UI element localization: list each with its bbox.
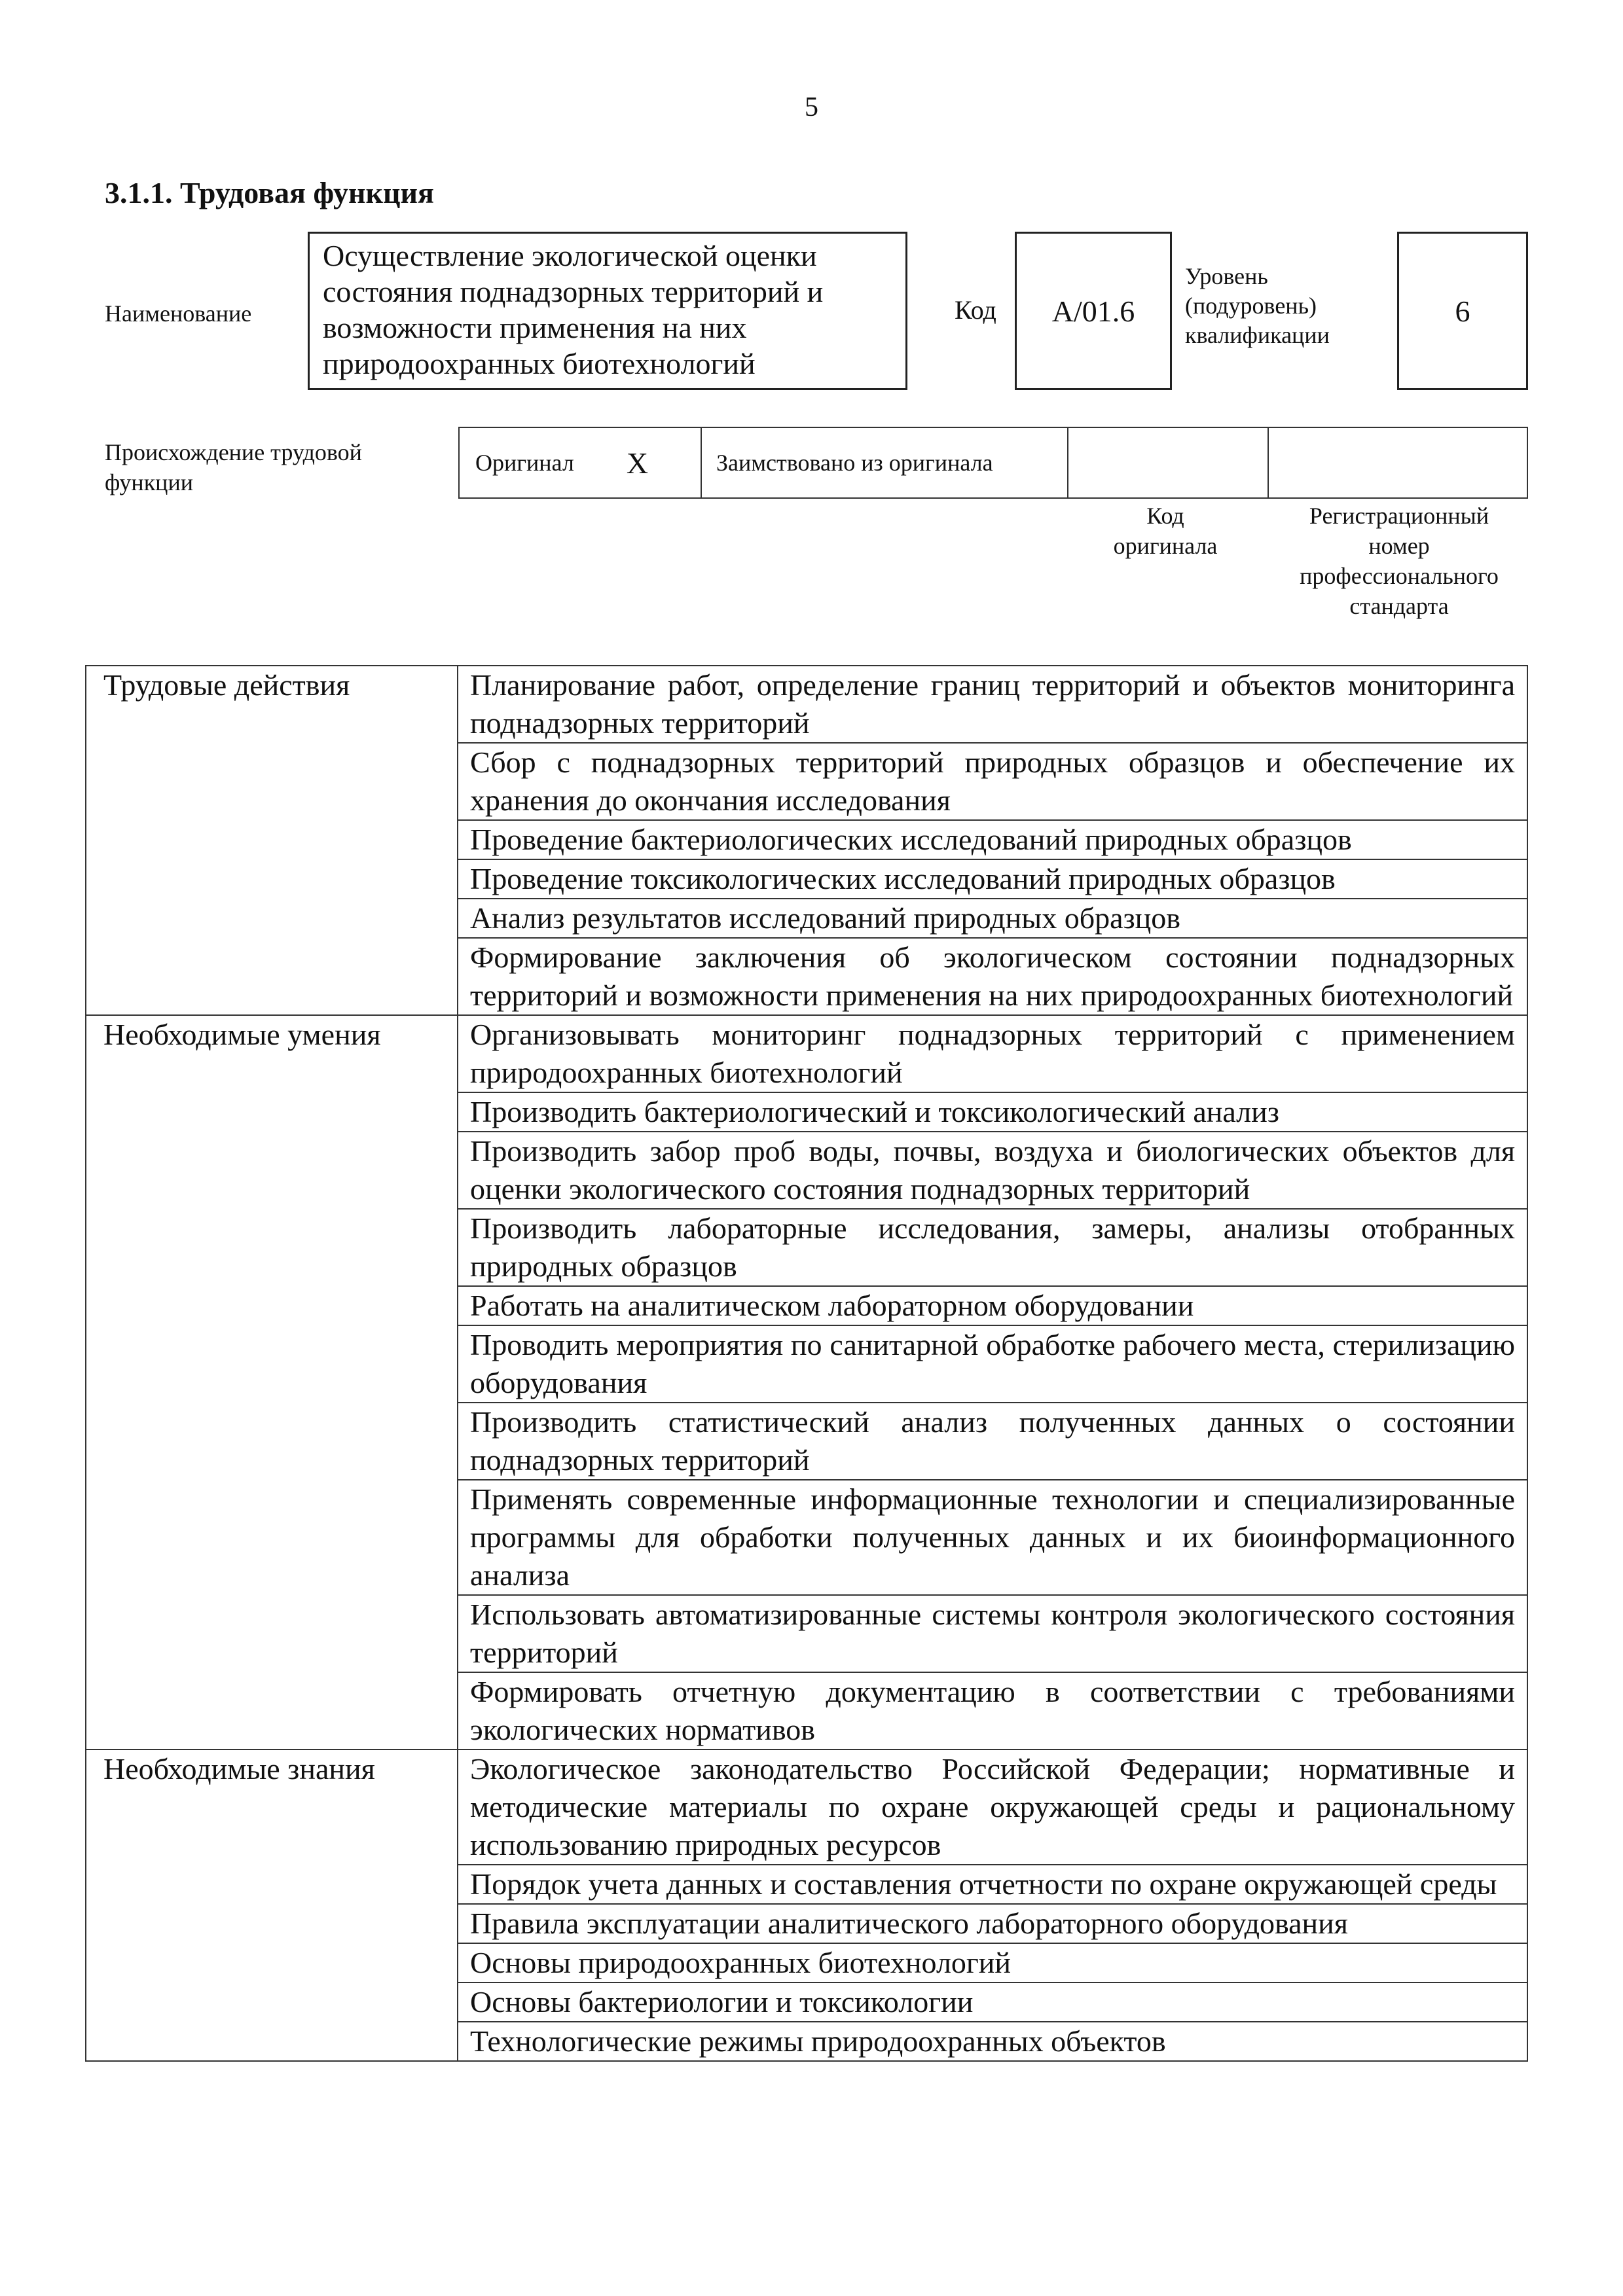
level-value: 6 <box>1397 232 1528 390</box>
table-cell: Порядок учета данных и составления отчетности по охране окружающей среды <box>458 1865 1527 1904</box>
table-cell: Экологическое законодательство Российской Федерации; нормативные и методические материалы по охране окружающей среды и рациональному использованию природных ресурсов <box>458 1749 1527 1865</box>
section-label: Необходимые знания <box>86 1749 458 2061</box>
level-label-line: Уровень <box>1185 263 1268 289</box>
table-cell: Основы бактериологии и токсикологии <box>458 1982 1527 2022</box>
table-cell: Проводить мероприятия по санитарной обработке рабочего места, стерилизацию оборудования <box>458 1325 1527 1403</box>
level-label-line: квалификации <box>1185 322 1330 348</box>
origin-reg-caption-line: профессионального <box>1300 563 1499 589</box>
code-value: А/01.6 <box>1015 232 1172 390</box>
level-label <box>1185 262 1330 350</box>
page-number: 5 <box>805 92 818 122</box>
table-cell: Производить забор проб воды, почвы, воздуха и биологических объектов для оценки экологического состояния поднадзорных территорий <box>458 1132 1527 1209</box>
level-label-line: (подуровень) <box>1185 293 1317 319</box>
function-details-table <box>85 665 1528 2062</box>
origin-reg-caption-line: стандарта <box>1349 593 1449 619</box>
name-label: Наименование <box>105 300 252 327</box>
section-label: Трудовые действия <box>86 666 458 1015</box>
table-cell: Организовывать мониторинг поднадзорных территорий с применением природоохранных биотехнологий <box>458 1015 1527 1092</box>
function-name-box <box>308 232 907 390</box>
table-cell: Формировать отчетную документацию в соответствии с требованиями экологических нормативов <box>458 1672 1527 1749</box>
origin-label-line: функции <box>105 469 193 495</box>
origin-row <box>458 427 1528 499</box>
origin-label-line: Происхождение трудовой <box>105 439 362 465</box>
function-name-line: Осуществление экологической оценки <box>323 239 817 272</box>
section-title: 3.1.1. Трудовая функция <box>105 176 434 209</box>
table-cell: Работать на аналитическом лабораторном оборудовании <box>458 1286 1527 1325</box>
origin-reg-caption <box>1270 501 1528 621</box>
table-cell: Проведение токсикологических исследований природных образцов <box>458 859 1527 899</box>
origin-code-caption-line: Код <box>1146 503 1184 529</box>
origin-label <box>105 437 362 497</box>
table-cell: Производить бактериологический и токсикологический анализ <box>458 1092 1527 1132</box>
table-cell: Основы природоохранных биотехнологий <box>458 1943 1527 1982</box>
origin-reg-caption-line: Регистрационный <box>1309 503 1489 529</box>
origin-reg-cell <box>1269 428 1527 497</box>
table-cell: Использовать автоматизированные системы контроля экологического состояния территорий <box>458 1595 1527 1672</box>
table-cell: Применять современные информационные технологии и специализированные программы для обработки полученных данных и их биоинформационного анализа <box>458 1480 1527 1595</box>
table-cell: Производить лабораторные исследования, замеры, анализы отобранных природных образцов <box>458 1209 1527 1286</box>
origin-borrowed-cell: Заимствовано из оригинала <box>702 428 1068 497</box>
code-label: Код <box>955 295 996 325</box>
table-cell: Сбор с поднадзорных территорий природных образцов и обеспечение их хранения до окончания исследования <box>458 743 1527 820</box>
table-cell: Формирование заключения об экологическом состоянии поднадзорных территорий и возможности применения на них природоохранных биотехнологий <box>458 938 1527 1015</box>
table-cell: Проведение бактериологических исследований природных образцов <box>458 820 1527 859</box>
table-row <box>86 1015 1527 1092</box>
origin-code-caption-line: оригинала <box>1113 533 1218 559</box>
origin-original-cell <box>460 428 702 497</box>
origin-original-label: Оригинал <box>475 450 574 476</box>
table-cell: Планирование работ, определение границ территорий и объектов мониторинга поднадзорных территорий <box>458 666 1527 743</box>
table-cell: Правила эксплуатации аналитического лабораторного оборудования <box>458 1904 1527 1943</box>
table-cell: Производить статистический анализ полученных данных о состоянии поднадзорных территорий <box>458 1403 1527 1480</box>
table-cell: Технологические режимы природоохранных объектов <box>458 2022 1527 2061</box>
function-name-line: возможности применения на них <box>323 311 747 344</box>
table-row <box>86 1749 1527 1865</box>
origin-original-mark: X <box>626 446 649 480</box>
origin-code-cell <box>1068 428 1269 497</box>
origin-code-caption <box>1067 501 1264 561</box>
section-label: Необходимые умения <box>86 1015 458 1749</box>
function-name-line: природоохранных биотехнологий <box>323 347 756 380</box>
function-name-line: состояния поднадзорных территорий и <box>323 275 824 308</box>
table-cell: Анализ результатов исследований природных образцов <box>458 899 1527 938</box>
table-row <box>86 666 1527 743</box>
origin-reg-caption-line: номер <box>1368 533 1430 559</box>
